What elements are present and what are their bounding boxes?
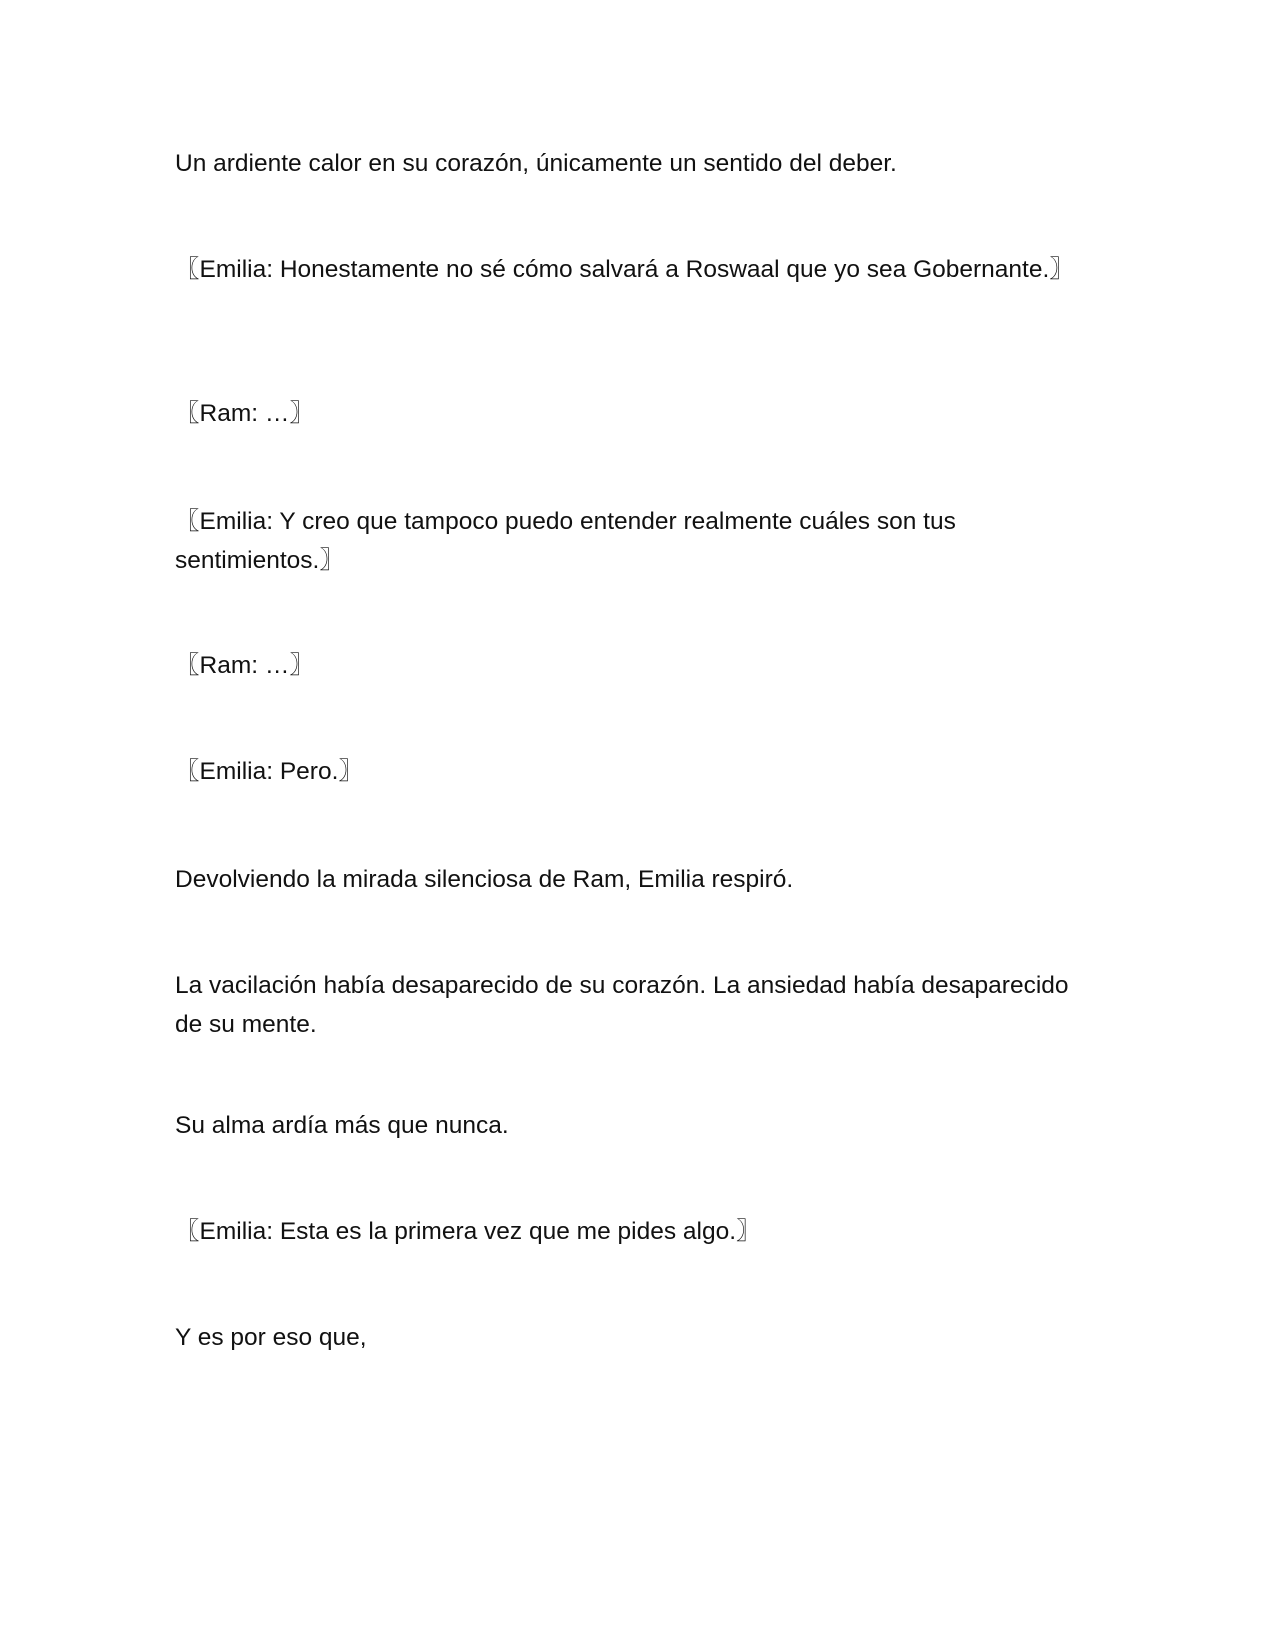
paragraph: La vacilación había desaparecido de su corazón. La ansiedad había desaparecido de su mente. <box>175 972 1069 1038</box>
dialogue-line: 〖Ram: …〗 <box>175 400 314 427</box>
dialogue-line: 〖Emilia: Honestamente no sé cómo salvará a Roswaal que yo sea Gobernante.〗 <box>175 256 1074 283</box>
dialogue-line: 〖Emilia: Esta es la primera vez que me pides algo.〗 <box>175 1218 761 1245</box>
paragraph: Un ardiente calor en su corazón, únicamente un sentido del deber. <box>175 150 897 177</box>
paragraph: Su alma ardía más que nunca. <box>175 1112 509 1139</box>
dialogue-line: 〖Emilia: Pero.〗 <box>175 758 363 785</box>
dialogue-line: 〖Emilia: Y creo que tampoco puedo entender realmente cuáles son tus sentimientos.〗 <box>175 508 956 574</box>
paragraph: Devolviendo la mirada silenciosa de Ram, Emilia respiró. <box>175 866 794 893</box>
paragraph: Y es por eso que, <box>175 1324 367 1351</box>
dialogue-line: 〖Ram: …〗 <box>175 652 314 679</box>
